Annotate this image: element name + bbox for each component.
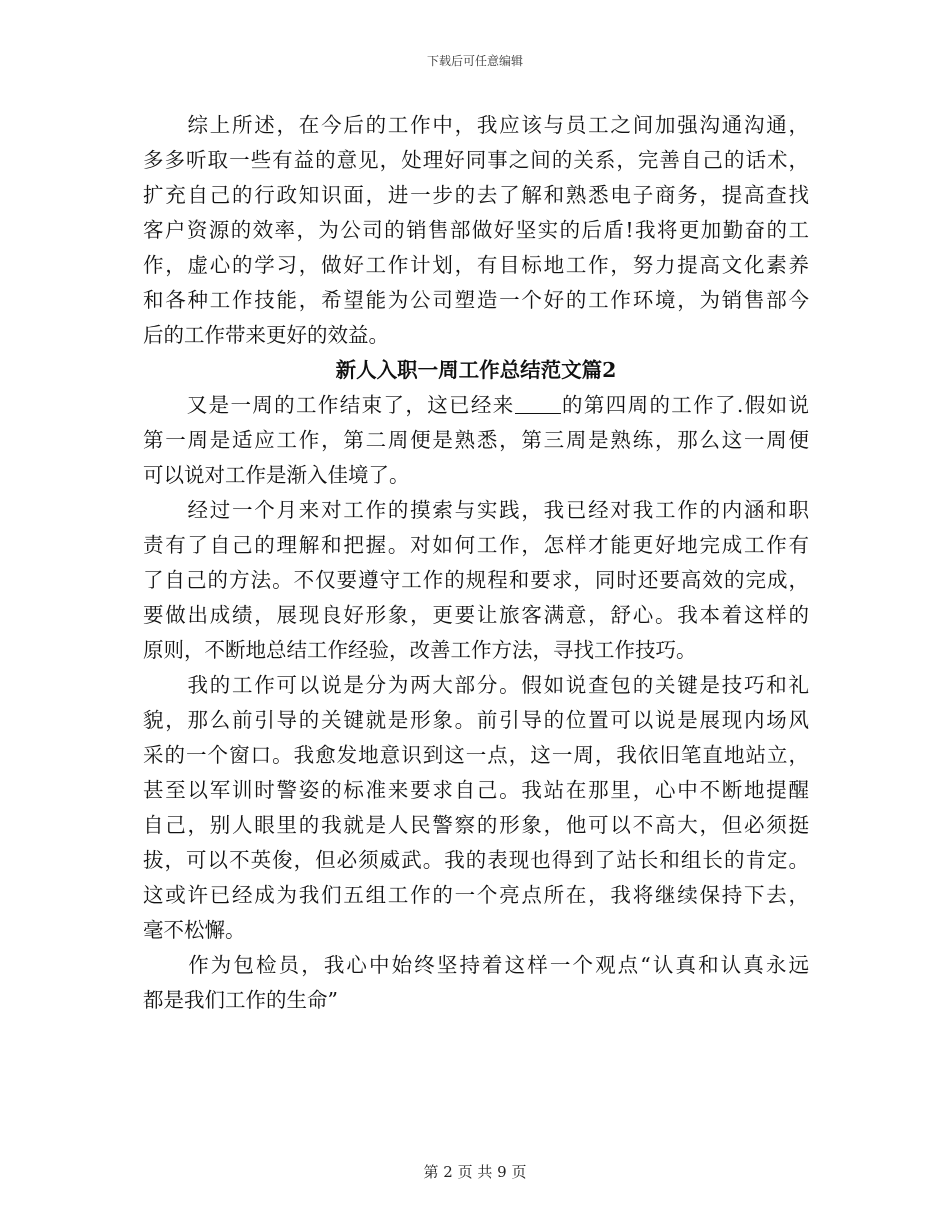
text-line: 甚至以军训时警姿的标准来要求自己。我站在那里，心中不断地提醒 <box>143 778 809 802</box>
text-line: 和各种工作技能，希望能为公司塑造一个好的工作环境，为销售部今 <box>143 288 809 312</box>
text-line: 客户资源的效率，为公司的销售部做好坚实的后盾!我将更加勤奋的工 <box>143 218 809 242</box>
fill-in-blank <box>515 393 561 414</box>
page-number: 第 2 页 共 9 页 <box>423 1163 527 1181</box>
text-line: 毫不松懈。 <box>143 918 246 942</box>
text-line: 我的工作可以说是分为两大部分。假如说查包的关键是技巧和礼 <box>143 673 809 697</box>
text-line: 责有了自己的理解和把握。对如何工作，怎样才能更好地完成工作有 <box>143 533 809 557</box>
text-line: 貌，那么前引导的关键就是形象。前引导的位置可以说是展现内场风 <box>143 708 809 732</box>
text-line: 多多听取一些有益的意见，处理好同事之间的关系，完善自己的话术， <box>143 148 809 172</box>
text-line: 作为包检员，我心中始终坚持着这样一个观点“认真和认真永远 <box>143 953 809 977</box>
text-line: 原则，不断地总结工作经验，改善工作方法，寻找工作技巧。 <box>143 638 697 662</box>
text-line: 采的一个窗口。我愈发地意识到这一点，这一周，我依旧笔直地站立， <box>143 743 809 767</box>
text-line: 可以说对工作是渐入佳境了。 <box>143 463 410 487</box>
document-body <box>143 108 809 1018</box>
section-heading: 新人入职一周工作总结范文篇2 <box>335 358 617 382</box>
text-line: 自己，别人眼里的我就是人民警察的形象，他可以不高大，但必须挺 <box>143 813 809 837</box>
text-line: 作，虚心的学习，做好工作计划，有目标地工作，努力提高文化素养 <box>143 253 809 277</box>
text-line: 后的工作带来更好的效益。 <box>143 323 389 347</box>
text-line-with-blank <box>143 388 809 423</box>
text-line: 要做出成绩，展现良好形象，更要让旅客满意，舒心。我本着这样的 <box>143 603 809 627</box>
text-line: 扩充自己的行政知识面，进一步的去了解和熟悉电子商务，提高查找 <box>143 183 809 207</box>
text-line: 综上所述，在今后的工作中，我应该与员工之间加强沟通沟通， <box>143 113 809 137</box>
text-line: 了自己的方法。不仅要遵守工作的规程和要求，同时还要高效的完成， <box>143 568 809 592</box>
text-fragment: 又是一周的工作结束了，这已经来 <box>143 393 515 417</box>
text-line: 经过一个月来对工作的摸索与实践，我已经对我工作的内涵和职 <box>143 498 809 522</box>
text-line: 都是我们工作的生命” <box>143 988 338 1012</box>
text-line: 这或许已经成为我们五组工作的一个亮点所在，我将继续保持下去， <box>143 883 809 907</box>
text-line: 拔，可以不英俊，但必须威武。我的表现也得到了站长和组长的肯定。 <box>143 848 809 872</box>
page-header: 下载后可任意编辑 <box>426 54 523 68</box>
text-line: 第一周是适应工作，第二周便是熟悉，第三周是熟练，那么这一周便 <box>143 428 809 452</box>
text-fragment: 的第四周的工作了.假如说 <box>560 393 809 417</box>
